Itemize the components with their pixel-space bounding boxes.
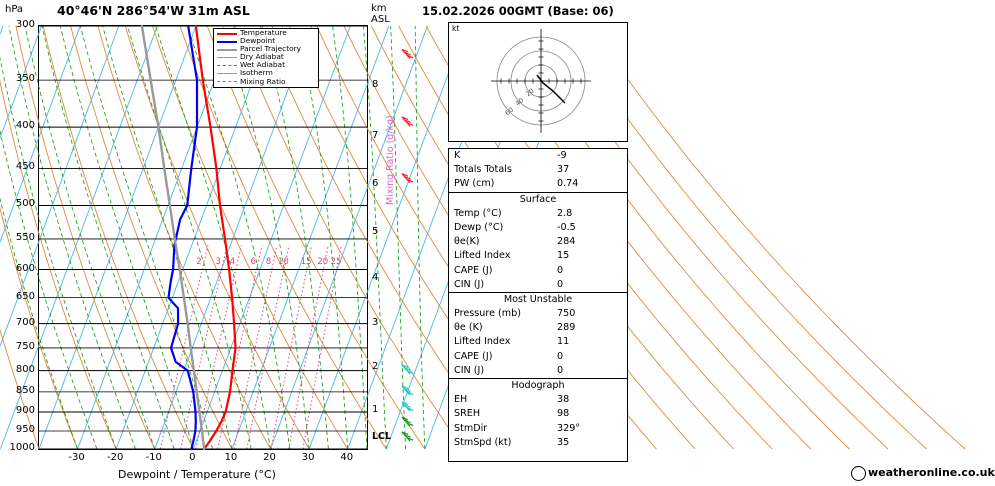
hodograph-unit-label: kt [452, 24, 460, 33]
index-value: 0 [557, 264, 564, 276]
index-value: -9 [557, 150, 567, 161]
index-label: K [454, 150, 461, 161]
run-title: 15.02.2026 00GMT (Base: 06) [422, 4, 614, 18]
index-label: CIN (J) [454, 278, 485, 290]
index-label: Lifted Index [454, 250, 511, 262]
mixing-ratio-label-10: 10 [277, 256, 289, 267]
wind-barb [402, 117, 413, 126]
temp-tick--30: -30 [68, 452, 85, 463]
index-k [449, 149, 627, 163]
index-value: 329° [557, 422, 581, 434]
wind-barb-column [400, 25, 420, 450]
temp-tick-20: 20 [263, 452, 276, 463]
legend-label: Isotherm [240, 68, 273, 78]
index-value: 284 [557, 236, 576, 248]
pressure-tick-950: 950 [15, 423, 35, 435]
svg-text:20: 20 [524, 86, 536, 99]
mixing-ratio-label-15: 15 [300, 256, 312, 267]
index-value: 289 [557, 322, 576, 334]
height-unit-label: km [371, 3, 387, 14]
mixing-ratio-axis-label: Mixing Ratio (g/kg) [385, 115, 396, 205]
legend-swatch [217, 81, 237, 82]
surface-row [449, 249, 627, 263]
pressure-tick-800: 800 [15, 363, 35, 375]
unstable-row [449, 321, 627, 335]
height-tick-2km: 2 [372, 361, 379, 373]
index-value: 2.8 [557, 207, 573, 219]
surface-row [449, 221, 627, 235]
wind-barb [402, 49, 413, 58]
hodograph-row [449, 407, 627, 421]
temp-tick-10: 10 [224, 452, 238, 463]
surface-row [449, 235, 627, 249]
indices-table [448, 148, 628, 462]
index-label: θe (K) [454, 322, 483, 334]
legend-label: Mixing Ratio [240, 76, 286, 86]
surface-row [449, 207, 627, 221]
most-unstable-header: Most Unstable [449, 292, 627, 307]
pressure-tick-400: 400 [15, 120, 35, 132]
hodograph [448, 22, 628, 142]
legend-swatch [217, 65, 237, 66]
pressure-tick-900: 900 [15, 404, 35, 416]
index-value: 38 [557, 394, 570, 406]
pressure-tick-700: 700 [15, 316, 35, 328]
wind-barb [402, 432, 413, 441]
pressure-tick-350: 350 [15, 73, 35, 85]
index-label: Dewp (°C) [454, 221, 504, 233]
pressure-tick-300: 300 [15, 19, 35, 30]
index-value: 0 [557, 278, 564, 290]
mixing-ratio-label-25: 25 [330, 256, 342, 267]
index-label: Totals Totals [454, 164, 512, 176]
height-tick-7km: 7 [372, 129, 379, 141]
legend-label: Dry Adiabat [240, 52, 284, 62]
skewt-svg [39, 26, 367, 449]
unstable-row [449, 364, 627, 378]
index-value: 0.74 [557, 178, 579, 190]
height-tick-5km: 5 [372, 225, 379, 237]
index-label: Lifted Index [454, 336, 511, 348]
index-label: StmSpd (kt) [454, 436, 512, 448]
hodograph-svg [449, 23, 625, 139]
pressure-tick-450: 450 [15, 161, 35, 173]
legend-label: Dewpoint [240, 36, 276, 46]
mixing-ratio-label-20: 20 [317, 256, 329, 267]
globe-icon [851, 466, 866, 481]
lcl-label: LCL [372, 431, 392, 442]
wind-barb [402, 386, 413, 395]
pressure-tick-650: 650 [15, 290, 35, 302]
temp-tick-0: 0 [189, 452, 196, 463]
mixing-ratio-label-4: 4 [229, 256, 236, 267]
wind-barb [402, 402, 413, 411]
mixing-ratio-label-2: 2 [196, 256, 202, 267]
index-label: Pressure (mb) [454, 308, 521, 320]
skewt-plot-area [38, 25, 368, 450]
index-label: CAPE (J) [454, 264, 493, 276]
index-label: CIN (J) [454, 364, 485, 376]
wind-barb [402, 365, 413, 374]
index-label: StmDir [454, 422, 488, 434]
index-value: 37 [557, 164, 570, 176]
index-value: 35 [557, 436, 570, 448]
mixing-ratio-label-6: 6 [250, 256, 256, 267]
legend-swatch [217, 73, 237, 74]
surface-header: Surface [449, 192, 627, 207]
legend-label: Temperature [240, 28, 287, 37]
wind-barb [402, 417, 413, 426]
hodograph-row [449, 436, 627, 450]
svg-text:60: 60 [503, 105, 516, 118]
surface-row [449, 264, 627, 278]
station-title: 40°46'N 286°54'W 31m ASL [57, 3, 250, 18]
index-label: Temp (°C) [454, 207, 502, 219]
surface-row [449, 278, 627, 292]
index-totals-totals [449, 163, 627, 177]
legend-swatch [217, 49, 237, 51]
temp-tick--20: -20 [107, 452, 124, 463]
index-value: 750 [557, 308, 576, 320]
pressure-tick-600: 600 [15, 262, 35, 274]
temp-tick-30: 30 [301, 452, 315, 463]
pressure-tick-750: 750 [15, 340, 35, 352]
index-value: 15 [557, 250, 570, 262]
height-tick-3km: 3 [372, 317, 379, 329]
legend-item-mixing-ratio [214, 78, 318, 86]
height-asl-label: ASL [371, 14, 390, 25]
index-value: 0 [557, 364, 564, 376]
index-value: 0 [557, 350, 564, 362]
index-value: -0.5 [557, 221, 576, 233]
pressure-tick-850: 850 [15, 384, 35, 396]
unstable-row [449, 335, 627, 349]
x-axis-title: Dewpoint / Temperature (°C) [118, 468, 276, 481]
index-label: SREH [454, 408, 481, 420]
legend-swatch [217, 57, 237, 58]
index-value: 11 [557, 336, 570, 348]
index-label: PW (cm) [454, 178, 495, 190]
pressure-tick-1000: 1000 [9, 442, 35, 453]
temp-tick-40: 40 [340, 452, 354, 463]
height-tick-1km: 1 [372, 404, 379, 416]
credit-label: weatheronline.co.uk [868, 466, 995, 479]
unstable-row [449, 350, 627, 364]
info-panel [420, 0, 995, 486]
index-label: EH [454, 394, 468, 406]
legend-swatch [217, 33, 237, 35]
mixing-ratio-label-8: 8 [265, 256, 272, 267]
index-pw--cm- [449, 177, 627, 191]
height-tick-4km: 4 [372, 272, 379, 284]
unstable-row [449, 307, 627, 321]
legend-label: Parcel Trajectory [240, 44, 302, 54]
wind-barb [402, 174, 413, 183]
sounding-panel [0, 0, 420, 486]
pressure-tick-550: 550 [15, 231, 35, 243]
pressure-tick-500: 500 [15, 198, 35, 210]
index-label: CAPE (J) [454, 350, 493, 362]
index-value: 98 [557, 408, 570, 420]
index-label: θe(K) [454, 236, 480, 248]
legend [213, 28, 319, 88]
hodograph-header: Hodograph [449, 378, 627, 393]
temp-tick--10: -10 [145, 452, 162, 463]
svg-text:40: 40 [513, 96, 526, 108]
mixing-ratio-label-3: 3 [215, 256, 221, 267]
height-tick-6km: 6 [372, 178, 379, 190]
hodograph-row [449, 422, 627, 436]
height-tick-8km: 8 [372, 79, 379, 91]
legend-swatch [217, 41, 237, 43]
hodograph-row [449, 393, 627, 407]
pressure-unit-label: hPa [5, 4, 24, 15]
legend-label: Wet Adiabat [240, 60, 285, 70]
